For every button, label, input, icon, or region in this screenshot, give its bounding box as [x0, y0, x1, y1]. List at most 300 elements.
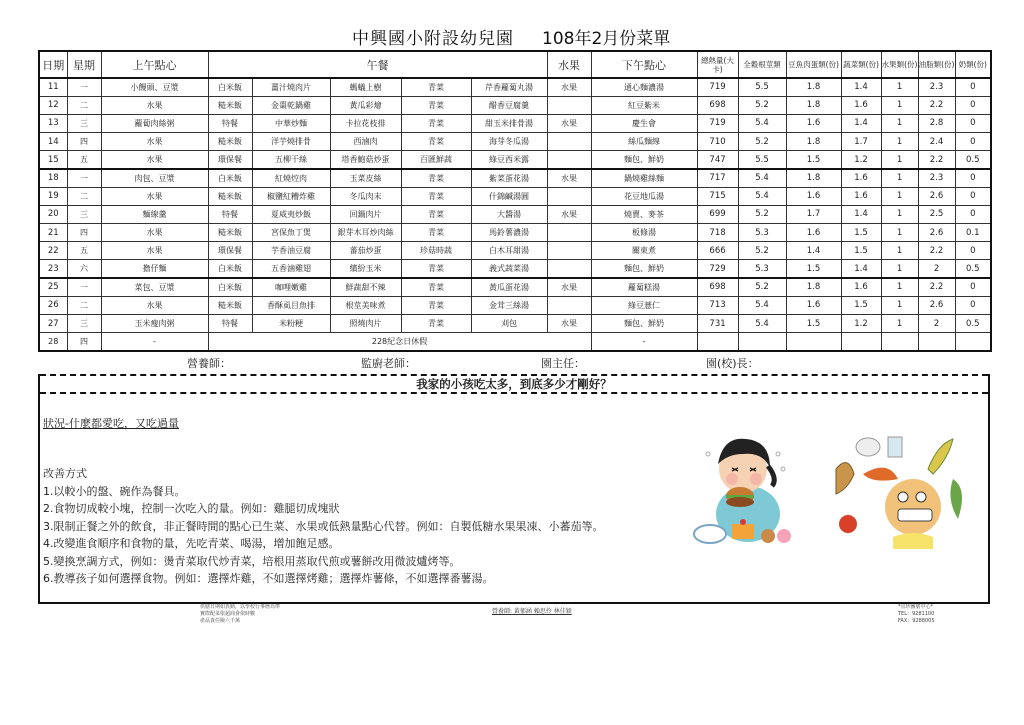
cell-pm-snack: 通心麵濃湯 — [591, 78, 697, 96]
col-fat: 油脂類(份) — [918, 51, 955, 78]
cell-soup: 綠豆西米露 — [471, 151, 547, 169]
cell-empty — [955, 333, 991, 351]
cell-vegetable: 青菜 — [401, 314, 471, 332]
cell-vegetable: 珍菇時蔬 — [401, 242, 471, 260]
cell-vegetable: 青菜 — [401, 260, 471, 278]
cell-staple: 糙米飯 — [208, 224, 252, 242]
cell-empty — [918, 333, 955, 351]
cell-empty — [881, 333, 918, 351]
cell-fat: 2.2 — [918, 151, 955, 169]
col-am-snack: 上午點心 — [101, 51, 208, 78]
cell-soup: 甜玉米排骨湯 — [471, 114, 547, 132]
cell-date: 14 — [39, 133, 67, 151]
cell-am-snack: 麵線羹 — [101, 205, 208, 223]
cell-pm-snack: 燒賣、麥茶 — [591, 205, 697, 223]
cell-am-snack: 肉包、豆漿 — [101, 169, 208, 187]
cell-am-snack: 擔仔麵 — [101, 260, 208, 278]
table-header-row — [39, 51, 991, 78]
cell-fat: 2.4 — [918, 133, 955, 151]
table-row — [39, 114, 991, 132]
cell-main-dish: 芋香油豆腐 — [252, 242, 330, 260]
table-row — [39, 260, 991, 278]
cell-weekday: 三 — [67, 114, 101, 132]
cell-am-snack: 水果 — [101, 242, 208, 260]
cell-grains: 5.2 — [738, 278, 786, 296]
cell-fat: 2.2 — [918, 278, 955, 296]
cell-protein: 1.6 — [786, 224, 841, 242]
cell-grains: 5.4 — [738, 314, 786, 332]
cell-main-dish: 香酥虱目魚排 — [252, 296, 330, 314]
col-dairy: 奶類(份) — [955, 51, 991, 78]
cell-dairy: 0 — [955, 114, 991, 132]
cell-pm-snack: 麵包、鮮奶 — [591, 151, 697, 169]
cell-pm-snack: 關東煮 — [591, 242, 697, 260]
table-row-holiday — [39, 333, 991, 351]
cell-main-dish: 紅燒焢肉 — [252, 169, 330, 187]
tip-item: 3.限制正餐之外的飲食，非正餐時間的點心已生菜、水果或低熱量點心代替。例如：自製低糖水果果凍、小蕃茄等。 — [43, 519, 604, 533]
cell-side-dish: 螞蟻上樹 — [330, 78, 401, 96]
cell-pm-snack: 花豆地瓜湯 — [591, 187, 697, 205]
cell-empty — [738, 333, 786, 351]
cell-fat: 2.6 — [918, 224, 955, 242]
cell-vegetables: 1.5 — [841, 242, 881, 260]
tip-item: 6.教導孩子如何選擇食物。例如：選擇炸雞，不如選擇烤雞；選擇炸薯條，不如選擇番薯湯。 — [43, 572, 494, 585]
cell-staple: 環保餐 — [208, 242, 252, 260]
tip-item: 2.食物切成較小塊，控制一次吃入的量。例如：雞腿切成塊狀 — [43, 502, 340, 515]
cell-holiday-note: 228紀念日休假 — [208, 333, 591, 351]
cell-protein: 1.8 — [786, 278, 841, 296]
cell-weekday: 四 — [67, 133, 101, 151]
footer-note: 產品責任險六千萬 — [200, 618, 241, 624]
cell-pm-snack: 鍋燒雞絲麵 — [591, 169, 697, 187]
cell-soup: 義式蔬菜湯 — [471, 260, 547, 278]
cell-dairy: 0.5 — [955, 260, 991, 278]
cell-am-snack: 玉米瘦肉粥 — [101, 314, 208, 332]
tip-item: 1.以較小的盤、碗作為餐具。 — [43, 484, 186, 498]
cell-weekday: 四 — [67, 333, 101, 351]
cell-weekday: 一 — [67, 78, 101, 96]
article-heading: 我家的小孩吃太多，到底多少才剛好？ — [40, 374, 988, 394]
cell-main-dish: 宮保魚丁煲 — [252, 224, 330, 242]
cell-fat: 2.6 — [918, 187, 955, 205]
cell-calories: 731 — [697, 314, 738, 332]
cell-empty — [786, 333, 841, 351]
cell-am-snack: 蘿蔔肉絲粥 — [101, 114, 208, 132]
cell-vegetables: 1.6 — [841, 96, 881, 114]
cell-calories: 699 — [697, 205, 738, 223]
cell-protein: 1.6 — [786, 187, 841, 205]
table-row — [39, 242, 991, 260]
cell-fruit: 水果 — [547, 78, 591, 96]
cell-vegetables: 1.2 — [841, 151, 881, 169]
cell-soup: 白木耳甜湯 — [471, 242, 547, 260]
cell-calories: 713 — [697, 296, 738, 314]
page-header — [0, 24, 1024, 50]
cell-weekday: 一 — [67, 169, 101, 187]
cell-calories: 718 — [697, 224, 738, 242]
cell-side-dish: 卡拉花枝排 — [330, 114, 401, 132]
table-row — [39, 151, 991, 169]
tip-item: 4.改變進食順序和食物的量，先吃青菜、喝湯，增加飽足感。 — [43, 537, 340, 550]
cell-pm-snack: 慶生會 — [591, 114, 697, 132]
col-calories: 總熱量(大卡) — [697, 51, 738, 78]
cell-weekday: 六 — [67, 260, 101, 278]
cell-vegetables: 1.6 — [841, 169, 881, 187]
director-signature: 園主任： — [541, 357, 585, 370]
cell-weekday: 五 — [67, 151, 101, 169]
cell-fruit-servings: 1 — [881, 96, 918, 114]
cell-side-dish: 銀芽木耳炒肉絲 — [330, 224, 401, 242]
cell-fat: 2.5 — [918, 205, 955, 223]
cell-fruit-servings: 1 — [881, 296, 918, 314]
cell-calories: 698 — [697, 96, 738, 114]
cell-vegetable: 青菜 — [401, 278, 471, 296]
cell-fruit: 水果 — [547, 205, 591, 223]
cell-fruit-servings: 1 — [881, 205, 918, 223]
col-grains: 全穀根莖類 — [738, 51, 786, 78]
cell-protein: 1.8 — [786, 96, 841, 114]
cell-fruit-servings: 1 — [881, 133, 918, 151]
cell-calories: 747 — [697, 151, 738, 169]
cell-dairy: 0 — [955, 205, 991, 223]
cell-fat: 2.6 — [918, 296, 955, 314]
cell-dairy: 0 — [955, 242, 991, 260]
table-row — [39, 314, 991, 332]
cell-grains: 5.2 — [738, 133, 786, 151]
cell-fat: 2.8 — [918, 114, 955, 132]
cell-side-dish: 冬瓜肉末 — [330, 187, 401, 205]
cell-main-dish: 薑汁燒肉片 — [252, 78, 330, 96]
footer-note: 供膳日期如異動，以學校行事曆為準 — [200, 604, 281, 610]
page-title: 108年2月份菜單 — [542, 29, 671, 49]
cell-main-dish: 洋芋燒排骨 — [252, 133, 330, 151]
menu-table-body — [39, 78, 991, 351]
cell-protein: 1.4 — [786, 242, 841, 260]
cell-calories: 717 — [697, 169, 738, 187]
cell-dairy: 0 — [955, 296, 991, 314]
footer-dietitians: 營養師: 黃郁涵 賴思伶 林佳穎 — [492, 608, 572, 615]
cell-grains: 5.3 — [738, 260, 786, 278]
cell-date: 13 — [39, 114, 67, 132]
cell-weekday: 五 — [67, 242, 101, 260]
cell-side-dish: 黃瓜彩燴 — [330, 96, 401, 114]
cell-vegetables: 1.4 — [841, 205, 881, 223]
cell-calories: 719 — [697, 114, 738, 132]
cell-soup: 芹香蘿蔔丸湯 — [471, 78, 547, 96]
cell-grains: 5.2 — [738, 96, 786, 114]
cell-vegetable: 青菜 — [401, 187, 471, 205]
cell-protein: 1.8 — [786, 133, 841, 151]
cell-staple: 環保餐 — [208, 151, 252, 169]
cell-vegetable: 青菜 — [401, 96, 471, 114]
cell-side-dish: 鮮蔬甜不辣 — [330, 278, 401, 296]
cell-fruit — [547, 151, 591, 169]
cell-empty — [841, 333, 881, 351]
cell-vegetable: 青菜 — [401, 114, 471, 132]
cell-fruit-servings: 1 — [881, 278, 918, 296]
cell-protein: 1.8 — [786, 169, 841, 187]
cell-protein: 1.5 — [786, 314, 841, 332]
cell-dairy: 0 — [955, 278, 991, 296]
cell-dairy: 0.5 — [955, 314, 991, 332]
cell-vegetables: 1.4 — [841, 78, 881, 96]
menu-table — [38, 50, 992, 352]
cell-fat: 2 — [918, 314, 955, 332]
cell-fruit-servings: 1 — [881, 224, 918, 242]
cell-date: 11 — [39, 78, 67, 96]
cell-staple: 白米飯 — [208, 278, 252, 296]
table-row — [39, 224, 991, 242]
cell-fat: 2 — [918, 260, 955, 278]
cell-soup: 海芽冬瓜湯 — [471, 133, 547, 151]
cell-soup: 刈包 — [471, 314, 547, 332]
cell-fruit — [547, 242, 591, 260]
cell-side-dish: 西滷肉 — [330, 133, 401, 151]
cell-pm-snack: 麵包、鮮奶 — [591, 260, 697, 278]
improvement-list — [43, 465, 604, 588]
cell-soup: 馬鈴薯濃湯 — [471, 224, 547, 242]
child-overeating-illustration — [688, 424, 803, 549]
cell-vegetable: 青菜 — [401, 133, 471, 151]
cell-fat: 2.3 — [918, 169, 955, 187]
cell-side-dish: 根莖美味煮 — [330, 296, 401, 314]
col-pm-snack: 下午點心 — [591, 51, 697, 78]
footer-notes — [200, 604, 280, 625]
cell-fruit-servings: 1 — [881, 114, 918, 132]
cell-soup: 金茸三絲湯 — [471, 296, 547, 314]
cell-vegetable: 青菜 — [401, 224, 471, 242]
cell-side-dish: 蕃茄炒蛋 — [330, 242, 401, 260]
dietitian-signature: 營養師： — [187, 357, 231, 370]
cell-fat: 2.3 — [918, 78, 955, 96]
cell-fruit-servings: 1 — [881, 187, 918, 205]
cell-weekday: 三 — [67, 314, 101, 332]
cell-date: 22 — [39, 242, 67, 260]
cell-am-snack: 水果 — [101, 96, 208, 114]
cell-empty — [697, 333, 738, 351]
cell-am-snack: - — [101, 333, 208, 351]
cell-vegetable: 青菜 — [401, 296, 471, 314]
cell-protein: 1.6 — [786, 296, 841, 314]
cell-side-dish: 繽紛玉米 — [330, 260, 401, 278]
cell-weekday: 二 — [67, 187, 101, 205]
table-row — [39, 169, 991, 187]
cell-fruit-servings: 1 — [881, 78, 918, 96]
cell-side-dish: 玉菜皮絲 — [330, 169, 401, 187]
cell-am-snack: 水果 — [101, 133, 208, 151]
improvement-title: 改善方式 — [43, 467, 87, 480]
cell-fruit-servings: 1 — [881, 242, 918, 260]
cell-am-snack: 水果 — [101, 151, 208, 169]
cell-fruit — [547, 260, 591, 278]
cell-dairy: 0.1 — [955, 224, 991, 242]
nutrition-article — [38, 374, 990, 604]
cell-protein: 1.7 — [786, 205, 841, 223]
cell-pm-snack: - — [591, 333, 697, 351]
cell-soup: 紫菜蛋花湯 — [471, 169, 547, 187]
cell-fruit: 水果 — [547, 114, 591, 132]
col-date: 日期 — [39, 51, 67, 78]
child-healthy-food-illustration — [828, 429, 978, 549]
cell-calories: 719 — [697, 78, 738, 96]
cell-dairy: 0 — [955, 96, 991, 114]
cell-date: 20 — [39, 205, 67, 223]
cell-fruit-servings: 1 — [881, 260, 918, 278]
table-row — [39, 133, 991, 151]
cell-fruit: 水果 — [547, 169, 591, 187]
cell-pm-snack: 蘿蔔糕湯 — [591, 278, 697, 296]
cell-staple: 特餐 — [208, 314, 252, 332]
cell-date: 15 — [39, 151, 67, 169]
cell-weekday: 一 — [67, 278, 101, 296]
cell-protein: 1.8 — [786, 78, 841, 96]
footer-org: *宜珍團膳中心* — [898, 604, 934, 610]
cell-dairy: 0 — [955, 187, 991, 205]
cell-date: 21 — [39, 224, 67, 242]
cell-staple: 特餐 — [208, 205, 252, 223]
cell-fruit: 水果 — [547, 278, 591, 296]
col-vegetables: 蔬菜類(份) — [841, 51, 881, 78]
cell-fruit-servings: 1 — [881, 169, 918, 187]
cell-side-dish: 照燒肉片 — [330, 314, 401, 332]
cell-am-snack: 水果 — [101, 224, 208, 242]
signature-row — [0, 355, 1024, 371]
cell-calories: 715 — [697, 187, 738, 205]
cell-am-snack: 小饅頭、豆漿 — [101, 78, 208, 96]
cell-date: 18 — [39, 169, 67, 187]
cell-protein: 1.5 — [786, 260, 841, 278]
cell-fruit: 水果 — [547, 314, 591, 332]
cell-weekday: 三 — [67, 205, 101, 223]
cell-vegetables: 1.7 — [841, 133, 881, 151]
cell-protein: 1.5 — [786, 151, 841, 169]
cell-fruit — [547, 224, 591, 242]
table-row — [39, 78, 991, 96]
footer-fax: FAX：9288005 — [898, 618, 935, 624]
cell-weekday: 二 — [67, 96, 101, 114]
cell-vegetables: 1.5 — [841, 296, 881, 314]
cell-staple: 特餐 — [208, 114, 252, 132]
cell-soup: 什錦鹹湯圓 — [471, 187, 547, 205]
cell-fruit — [547, 133, 591, 151]
cell-staple: 白米飯 — [208, 78, 252, 96]
tip-item: 5.變換烹調方式，例如：燙青菜取代炒青菜，培根用蒸取代煎或薯餅改用微波爐烤等。 — [43, 554, 461, 568]
cell-calories: 710 — [697, 133, 738, 151]
cell-vegetable: 青菜 — [401, 169, 471, 187]
cell-main-dish: 五柳干絲 — [252, 151, 330, 169]
cell-date: 26 — [39, 296, 67, 314]
cell-vegetables: 1.4 — [841, 260, 881, 278]
cell-date: 19 — [39, 187, 67, 205]
cell-pm-snack: 絲瓜麵線 — [591, 133, 697, 151]
cell-staple: 白米飯 — [208, 260, 252, 278]
cell-calories: 666 — [697, 242, 738, 260]
cell-side-dish: 塔香鮑菇炒蛋 — [330, 151, 401, 169]
cell-fruit — [547, 296, 591, 314]
table-row — [39, 278, 991, 296]
cell-side-dish: 回鍋肉片 — [330, 205, 401, 223]
cell-dairy: 0.5 — [955, 151, 991, 169]
cell-pm-snack: 麵包、鮮奶 — [591, 314, 697, 332]
cell-vegetable: 青菜 — [401, 78, 471, 96]
cell-staple: 白米飯 — [208, 169, 252, 187]
cell-am-snack: 水果 — [101, 187, 208, 205]
cell-vegetables: 1.2 — [841, 314, 881, 332]
cell-calories: 698 — [697, 278, 738, 296]
cell-fat: 2.2 — [918, 96, 955, 114]
cell-weekday: 二 — [67, 296, 101, 314]
cell-staple: 糙米飯 — [208, 187, 252, 205]
cell-vegetables: 1.6 — [841, 187, 881, 205]
col-fruit: 水果 — [547, 51, 591, 78]
col-protein: 豆魚肉蛋類(份) — [786, 51, 841, 78]
cell-am-snack: 水果 — [101, 296, 208, 314]
cell-fruit — [547, 96, 591, 114]
cell-staple: 糙米飯 — [208, 296, 252, 314]
cell-grains: 5.4 — [738, 169, 786, 187]
cell-main-dish: 夏威夷炒飯 — [252, 205, 330, 223]
cell-pm-snack: 紅豆紫米 — [591, 96, 697, 114]
cell-grains: 5.5 — [738, 78, 786, 96]
kitchen-teacher-signature: 監廚老師： — [361, 357, 416, 370]
cell-date: 25 — [39, 278, 67, 296]
principal-signature: 園(校)長： — [706, 357, 759, 370]
cell-main-dish: 椒鹽紅糟炸雞 — [252, 187, 330, 205]
cell-soup: 黃瓜蛋花湯 — [471, 278, 547, 296]
cell-staple: 糙米飯 — [208, 96, 252, 114]
cell-date: 23 — [39, 260, 67, 278]
col-lunch: 午餐 — [208, 51, 547, 78]
cell-am-snack: 菜包、豆漿 — [101, 278, 208, 296]
cell-grains: 5.2 — [738, 205, 786, 223]
col-weekday: 星期 — [67, 51, 101, 78]
cell-staple: 糙米飯 — [208, 133, 252, 151]
cell-grains: 5.4 — [738, 114, 786, 132]
cell-main-dish: 中華炒麵 — [252, 114, 330, 132]
cell-vegetable: 百匯鮮蔬 — [401, 151, 471, 169]
cell-fruit-servings: 1 — [881, 151, 918, 169]
cell-weekday: 四 — [67, 224, 101, 242]
cell-grains: 5.2 — [738, 242, 786, 260]
cell-main-dish: 金棗乾鍋雞 — [252, 96, 330, 114]
footer-tel: TEL：9281100 — [898, 611, 935, 617]
table-row — [39, 187, 991, 205]
school-name: 中興國小附設幼兒園 — [352, 29, 514, 49]
cell-main-dish: 五香滷雞翅 — [252, 260, 330, 278]
cell-soup: 醋香豆腐羹 — [471, 96, 547, 114]
cell-vegetables: 1.4 — [841, 114, 881, 132]
cell-vegetables: 1.6 — [841, 278, 881, 296]
article-situation: 狀況-什麼都愛吃，又吃過量 — [43, 417, 179, 430]
cell-pm-snack: 板條湯 — [591, 224, 697, 242]
cell-grains: 5.4 — [738, 187, 786, 205]
table-row — [39, 96, 991, 114]
cell-pm-snack: 綠豆薏仁 — [591, 296, 697, 314]
cell-vegetables: 1.5 — [841, 224, 881, 242]
cell-grains: 5.3 — [738, 224, 786, 242]
cell-dairy: 0 — [955, 169, 991, 187]
cell-soup: 大醬湯 — [471, 205, 547, 223]
cell-calories: 729 — [697, 260, 738, 278]
cell-date: 12 — [39, 96, 67, 114]
footer-note: 實際配菜依超商會依時數 — [200, 611, 256, 617]
footer-contact — [898, 604, 935, 625]
cell-vegetable: 青菜 — [401, 205, 471, 223]
cell-main-dish: 米粉粳 — [252, 314, 330, 332]
table-row — [39, 205, 991, 223]
cell-fruit-servings: 1 — [881, 314, 918, 332]
table-row — [39, 296, 991, 314]
